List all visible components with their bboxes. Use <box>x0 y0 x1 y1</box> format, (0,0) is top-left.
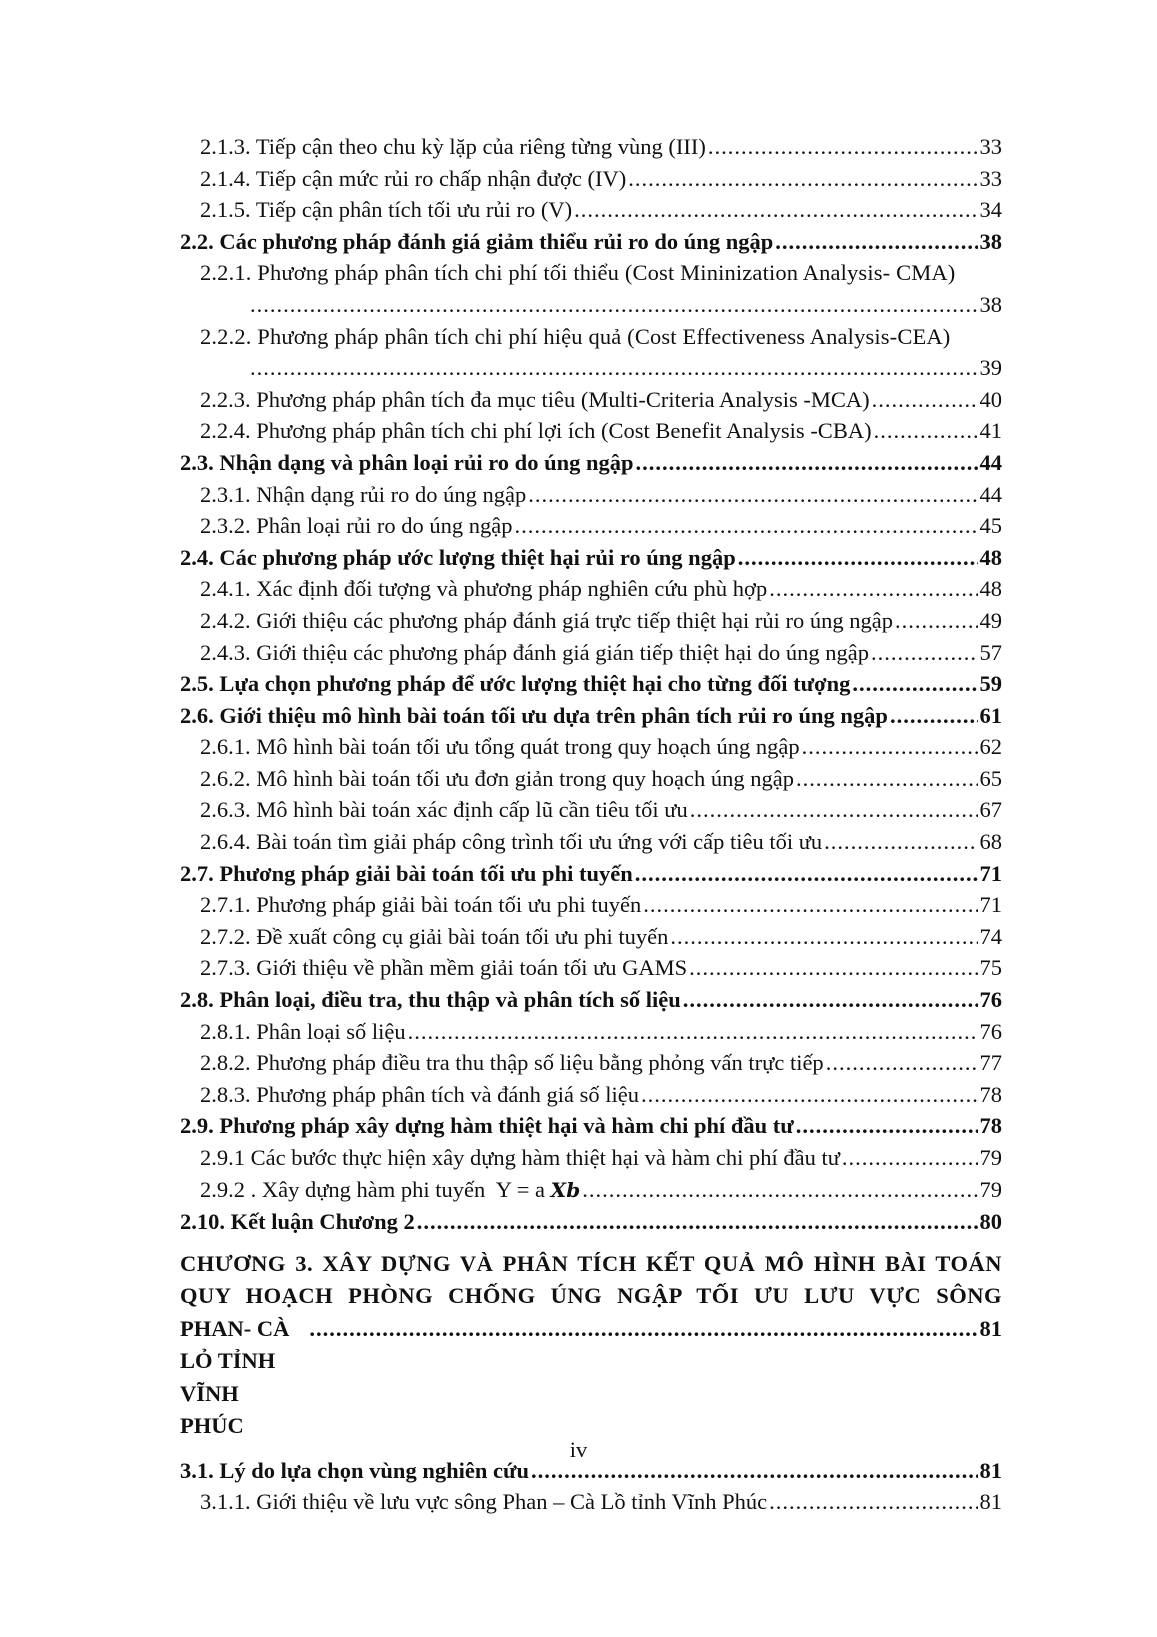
toc-chapter-3[interactable] <box>180 1248 1002 1443</box>
dot-leader <box>871 637 978 669</box>
toc-entry-page: 44 <box>979 449 1002 475</box>
dot-leader <box>628 163 977 195</box>
toc-entry-2-4-2[interactable] <box>180 605 1002 637</box>
page-number: iv <box>569 1437 588 1462</box>
toc-entry-page: 38 <box>979 291 1002 317</box>
toc-entry-page: 57 <box>979 639 1002 665</box>
dot-leader <box>408 1016 978 1048</box>
toc-entry-page: 34 <box>979 197 1002 223</box>
toc-entry-label: 2.6. Giới thiệu mô hình bài toán tối ưu dựa trên phân tích rủi ro úng ngập <box>180 702 888 728</box>
toc-entry-label: 2.2.3. Phương pháp phân tích đa mục tiêu (Multi-Criteria Analysis -MCA) <box>200 386 870 412</box>
toc-entry-page: 61 <box>979 702 1002 728</box>
toc-entry-2-3[interactable] <box>180 447 1002 479</box>
toc-entry-label: 2.8. Phân loại, điều tra, thu thập và phân tích số liệu <box>180 987 681 1013</box>
toc-entry-page: 78 <box>979 1113 1002 1139</box>
toc-entry-label: 2.4. Các phương pháp ước lượng thiệt hại rủi ro úng ngập <box>180 544 736 570</box>
dot-leader <box>636 447 978 479</box>
dot-leader <box>683 984 978 1016</box>
toc-entry-page: 76 <box>979 1018 1002 1044</box>
toc-entry-page: 71 <box>979 892 1002 918</box>
toc-entry-2-5[interactable] <box>180 668 1002 700</box>
dot-leader <box>738 542 978 574</box>
toc-entry-2-4-1[interactable] <box>180 573 1002 605</box>
toc-entry-2-2-4[interactable] <box>180 415 1002 447</box>
toc-entry-2-2-1-continuation[interactable] <box>180 289 1002 321</box>
toc-entry-2-2-2-continuation[interactable] <box>180 352 1002 384</box>
dot-leader <box>890 700 978 732</box>
toc-entry-page: 74 <box>979 923 1002 949</box>
dot-leader <box>670 921 977 953</box>
toc-entry-page: 65 <box>979 765 1002 791</box>
toc-entry-2-7-2[interactable] <box>180 921 1002 953</box>
dot-leader <box>824 826 977 858</box>
toc-entry-label: 2.3. Nhận dạng và phân loại rủi ro do úng ngập <box>180 449 634 475</box>
toc-entry-label <box>200 1174 580 1207</box>
toc-entry-2-2-3[interactable] <box>180 384 1002 416</box>
toc-entry-label: 2.6.3. Mô hình bài toán xác định cấp lũ cần tiêu tối ưu <box>200 797 688 823</box>
dot-leader <box>802 731 978 763</box>
dot-leader <box>796 1110 978 1142</box>
toc-entry-page: 77 <box>979 1050 1002 1076</box>
toc-entry-page: 49 <box>979 607 1002 633</box>
toc-entry-page: 48 <box>979 544 1002 570</box>
toc-entry-page: 67 <box>979 797 1002 823</box>
toc-entry-label: 2.7.3. Giới thiệu về phần mềm giải toán tối ưu GAMS <box>200 955 688 981</box>
toc-entry-2-2[interactable] <box>180 226 1002 258</box>
toc-entry-2-1-4[interactable] <box>180 163 1002 195</box>
dot-leader <box>689 952 977 984</box>
dot-leader <box>796 763 977 795</box>
toc-entry-page: 75 <box>979 955 1002 981</box>
toc-entry-page: 33 <box>979 134 1002 159</box>
dot-leader <box>528 479 977 511</box>
toc-entry-label: 2.2.2. Phương pháp phân tích chi phí hiệu quả (Cost Effectiveness Analysis-CEA) <box>200 323 951 349</box>
formula-xb: Xb <box>550 1177 581 1202</box>
toc-entry-2-1-3[interactable] <box>180 131 1002 163</box>
toc-entry-label: 2.4.2. Giới thiệu các phương pháp đánh giá trực tiếp thiệt hại rủi ro úng ngập <box>200 607 894 633</box>
toc-entry-3-1-1[interactable] <box>180 1486 1002 1518</box>
dot-leader <box>417 1206 978 1238</box>
toc-entry-label: 2.9.1 Các bước thực hiện xây dựng hàm thiệt hại và hàm chi phí đầu tư <box>200 1145 840 1170</box>
dot-leader <box>514 510 977 542</box>
toc-entry-label: 2.6.2. Mô hình bài toán tối ưu đơn giản trong quy hoạch úng ngập <box>200 765 795 791</box>
toc-entry-2-9-1[interactable] <box>180 1142 1002 1174</box>
toc-entry-page: 44 <box>979 481 1002 507</box>
toc-entry-2-8-2[interactable] <box>180 1047 1002 1079</box>
toc-entry-label: 2.3.2. Phân loại rủi ro do úng ngập <box>200 513 513 539</box>
toc-entry-label: 2.10. Kết luận Chương 2 <box>180 1209 415 1235</box>
toc-entry-2-7-3[interactable] <box>180 952 1002 984</box>
dot-leader <box>842 1142 978 1174</box>
toc-entry-2-1-5[interactable] <box>180 194 1002 226</box>
toc-entry-page: 33 <box>979 165 1002 191</box>
toc-entry-2-8-1[interactable] <box>180 1016 1002 1048</box>
toc-entry-label: 2.6.4. Bài toán tìm giải pháp công trình tối ưu ứng với cấp tiêu tối ưu <box>200 829 823 855</box>
toc-entry-label: 2.7.1. Phương pháp giải bài toán tối ưu phi tuyến <box>200 892 642 918</box>
toc-entry-label: 2.6.1. Mô hình bài toán tối ưu tổng quát trong quy hoạch úng ngập <box>200 734 800 760</box>
chapter-title-line-3 <box>180 1313 1002 1443</box>
dot-leader <box>708 131 978 163</box>
toc-entry-2-9[interactable] <box>180 1110 1002 1142</box>
chapter-page: 81 <box>979 1315 1002 1341</box>
toc-entry-2-7[interactable] <box>180 858 1002 890</box>
toc-entry-label: 2.9. Phương pháp xây dựng hàm thiệt hại và hàm chi phí đầu tư <box>180 1113 794 1139</box>
toc-entry-page: 78 <box>979 1081 1002 1107</box>
dot-leader <box>250 289 978 321</box>
toc-entry-page: 62 <box>979 734 1002 760</box>
toc-entry-label: 2.4.3. Giới thiệu các phương pháp đánh giá gián tiếp thiệt hại do úng ngập <box>200 639 869 665</box>
toc-entry-2-6-1[interactable] <box>180 731 1002 763</box>
dot-leader <box>852 668 977 700</box>
toc-entry-page: 76 <box>979 987 1002 1013</box>
toc-entry-2-7-1[interactable] <box>180 889 1002 921</box>
toc-entry-2-10[interactable] <box>180 1206 1002 1238</box>
toc-entry-2-6-3[interactable] <box>180 794 1002 826</box>
toc-entry-label-text: 2.9.2 . Xây dựng hàm phi tuyến Y = a <box>200 1176 551 1202</box>
dot-leader <box>895 605 977 637</box>
dot-leader <box>582 1174 977 1206</box>
toc-entry-2-6[interactable] <box>180 700 1002 732</box>
toc-entry-2-8-3[interactable] <box>180 1079 1002 1111</box>
toc-entry-page: 59 <box>979 671 1002 697</box>
dot-leader <box>872 384 978 416</box>
dot-leader <box>769 573 977 605</box>
dot-leader <box>769 1486 977 1518</box>
dot-leader <box>574 194 977 226</box>
toc-entry-label: 2.1.5. Tiếp cận phân tích tối ưu rủi ro (V) <box>200 197 573 223</box>
dot-leader <box>826 1047 978 1079</box>
toc-entry-page: 40 <box>979 386 1002 412</box>
toc-entry-label: 2.8.2. Phương pháp điều tra thu thập số liệu bằng phỏng vấn trực tiếp <box>200 1050 824 1076</box>
toc-entry-2-2-2[interactable] <box>180 321 1002 353</box>
toc-entry-2-6-4[interactable] <box>180 826 1002 858</box>
toc-entry-page: 68 <box>979 829 1002 855</box>
toc-entry-page: 39 <box>979 355 1002 381</box>
chapter-title-line-2: QUY HOẠCH PHÒNG CHỐNG ÚNG NGẬP TỐI ƯU LƯU VỰC SÔNG <box>180 1283 1002 1309</box>
toc-entry-page: 81 <box>979 1489 1002 1515</box>
toc-entry-2-3-1[interactable] <box>180 479 1002 511</box>
toc-entry-2-3-2[interactable] <box>180 510 1002 542</box>
toc-entry-label: 2.1.3. Tiếp cận theo chu kỳ lặp của riêng từng vùng (III) <box>200 134 706 159</box>
toc-entry-page: 45 <box>979 513 1002 539</box>
table-of-contents <box>180 131 1002 1518</box>
toc-entry-page: 38 <box>979 228 1002 254</box>
toc-entry-label: 2.1.4. Tiếp cận mức rủi ro chấp nhận được (IV) <box>200 165 627 191</box>
toc-entry-page: 79 <box>979 1145 1002 1170</box>
toc-entry-2-8[interactable] <box>180 984 1002 1016</box>
toc-entry-label: 2.7. Phương pháp giải bài toán tối ưu phi tuyến <box>180 860 633 886</box>
chapter-title-line-3-text: PHAN- CÀ LỎ TỈNH VĨNH PHÚC <box>180 1315 290 1439</box>
toc-entry-label: 2.8.1. Phân loại số liệu <box>200 1018 406 1044</box>
toc-entry-label: 3.1. Lý do lựa chọn vùng nghiên cứu <box>180 1457 529 1483</box>
dot-leader <box>643 889 977 921</box>
toc-entry-page: 79 <box>979 1176 1002 1202</box>
dot-leader <box>635 858 978 890</box>
toc-entry-label: 3.1.1. Giới thiệu về lưu vực sông Phan – Cà Lồ tỉnh Vĩnh Phúc <box>200 1489 768 1515</box>
toc-entry-2-4-3[interactable] <box>180 637 1002 669</box>
toc-entry-2-9-2[interactable] <box>180 1174 1002 1207</box>
toc-entry-label: 2.2.1. Phương pháp phân tích chi phí tối thiểu (Cost Mininization Analysis- CMA) <box>200 260 956 286</box>
toc-entry-page: 48 <box>979 576 1002 602</box>
dot-leader <box>309 1313 977 1346</box>
toc-entry-label: 2.8.3. Phương pháp phân tích và đánh giá số liệu <box>200 1081 640 1107</box>
toc-entry-label: 2.5. Lựa chọn phương pháp để ước lượng thiệt hại cho từng đối tượng <box>180 671 851 697</box>
toc-entry-label: 2.2.4. Phương pháp phân tích chi phí lợi ích (Cost Benefit Analysis -CBA) <box>200 418 872 444</box>
dot-leader <box>641 1079 977 1111</box>
toc-entry-label: 2.2. Các phương pháp đánh giá giảm thiểu rủi ro do úng ngập <box>180 228 774 254</box>
toc-entry-2-4[interactable] <box>180 542 1002 574</box>
dot-leader <box>775 226 977 258</box>
chapter-title-line-1: CHƯƠNG 3. XÂY DỰNG VÀ PHÂN TÍCH KẾT QUẢ MÔ HÌNH BÀI TOÁN <box>180 1250 1002 1276</box>
dot-leader <box>250 352 978 384</box>
dot-leader <box>690 794 978 826</box>
toc-entry-page: 41 <box>979 418 1002 444</box>
toc-entry-2-2-1[interactable] <box>180 257 1002 289</box>
toc-entry-page: 71 <box>979 860 1002 886</box>
toc-entry-page: 81 <box>979 1457 1002 1483</box>
toc-entry-label: 2.4.1. Xác định đối tượng và phương pháp nghiên cứu phù hợp <box>200 576 768 602</box>
toc-entry-2-6-2[interactable] <box>180 763 1002 795</box>
toc-entry-page: 80 <box>979 1209 1002 1235</box>
dot-leader <box>874 415 978 447</box>
toc-entry-label: 2.7.2. Đề xuất công cụ giải bài toán tối ưu phi tuyến <box>200 923 669 949</box>
toc-entry-label: 2.3.1. Nhận dạng rủi ro do úng ngập <box>200 481 527 507</box>
